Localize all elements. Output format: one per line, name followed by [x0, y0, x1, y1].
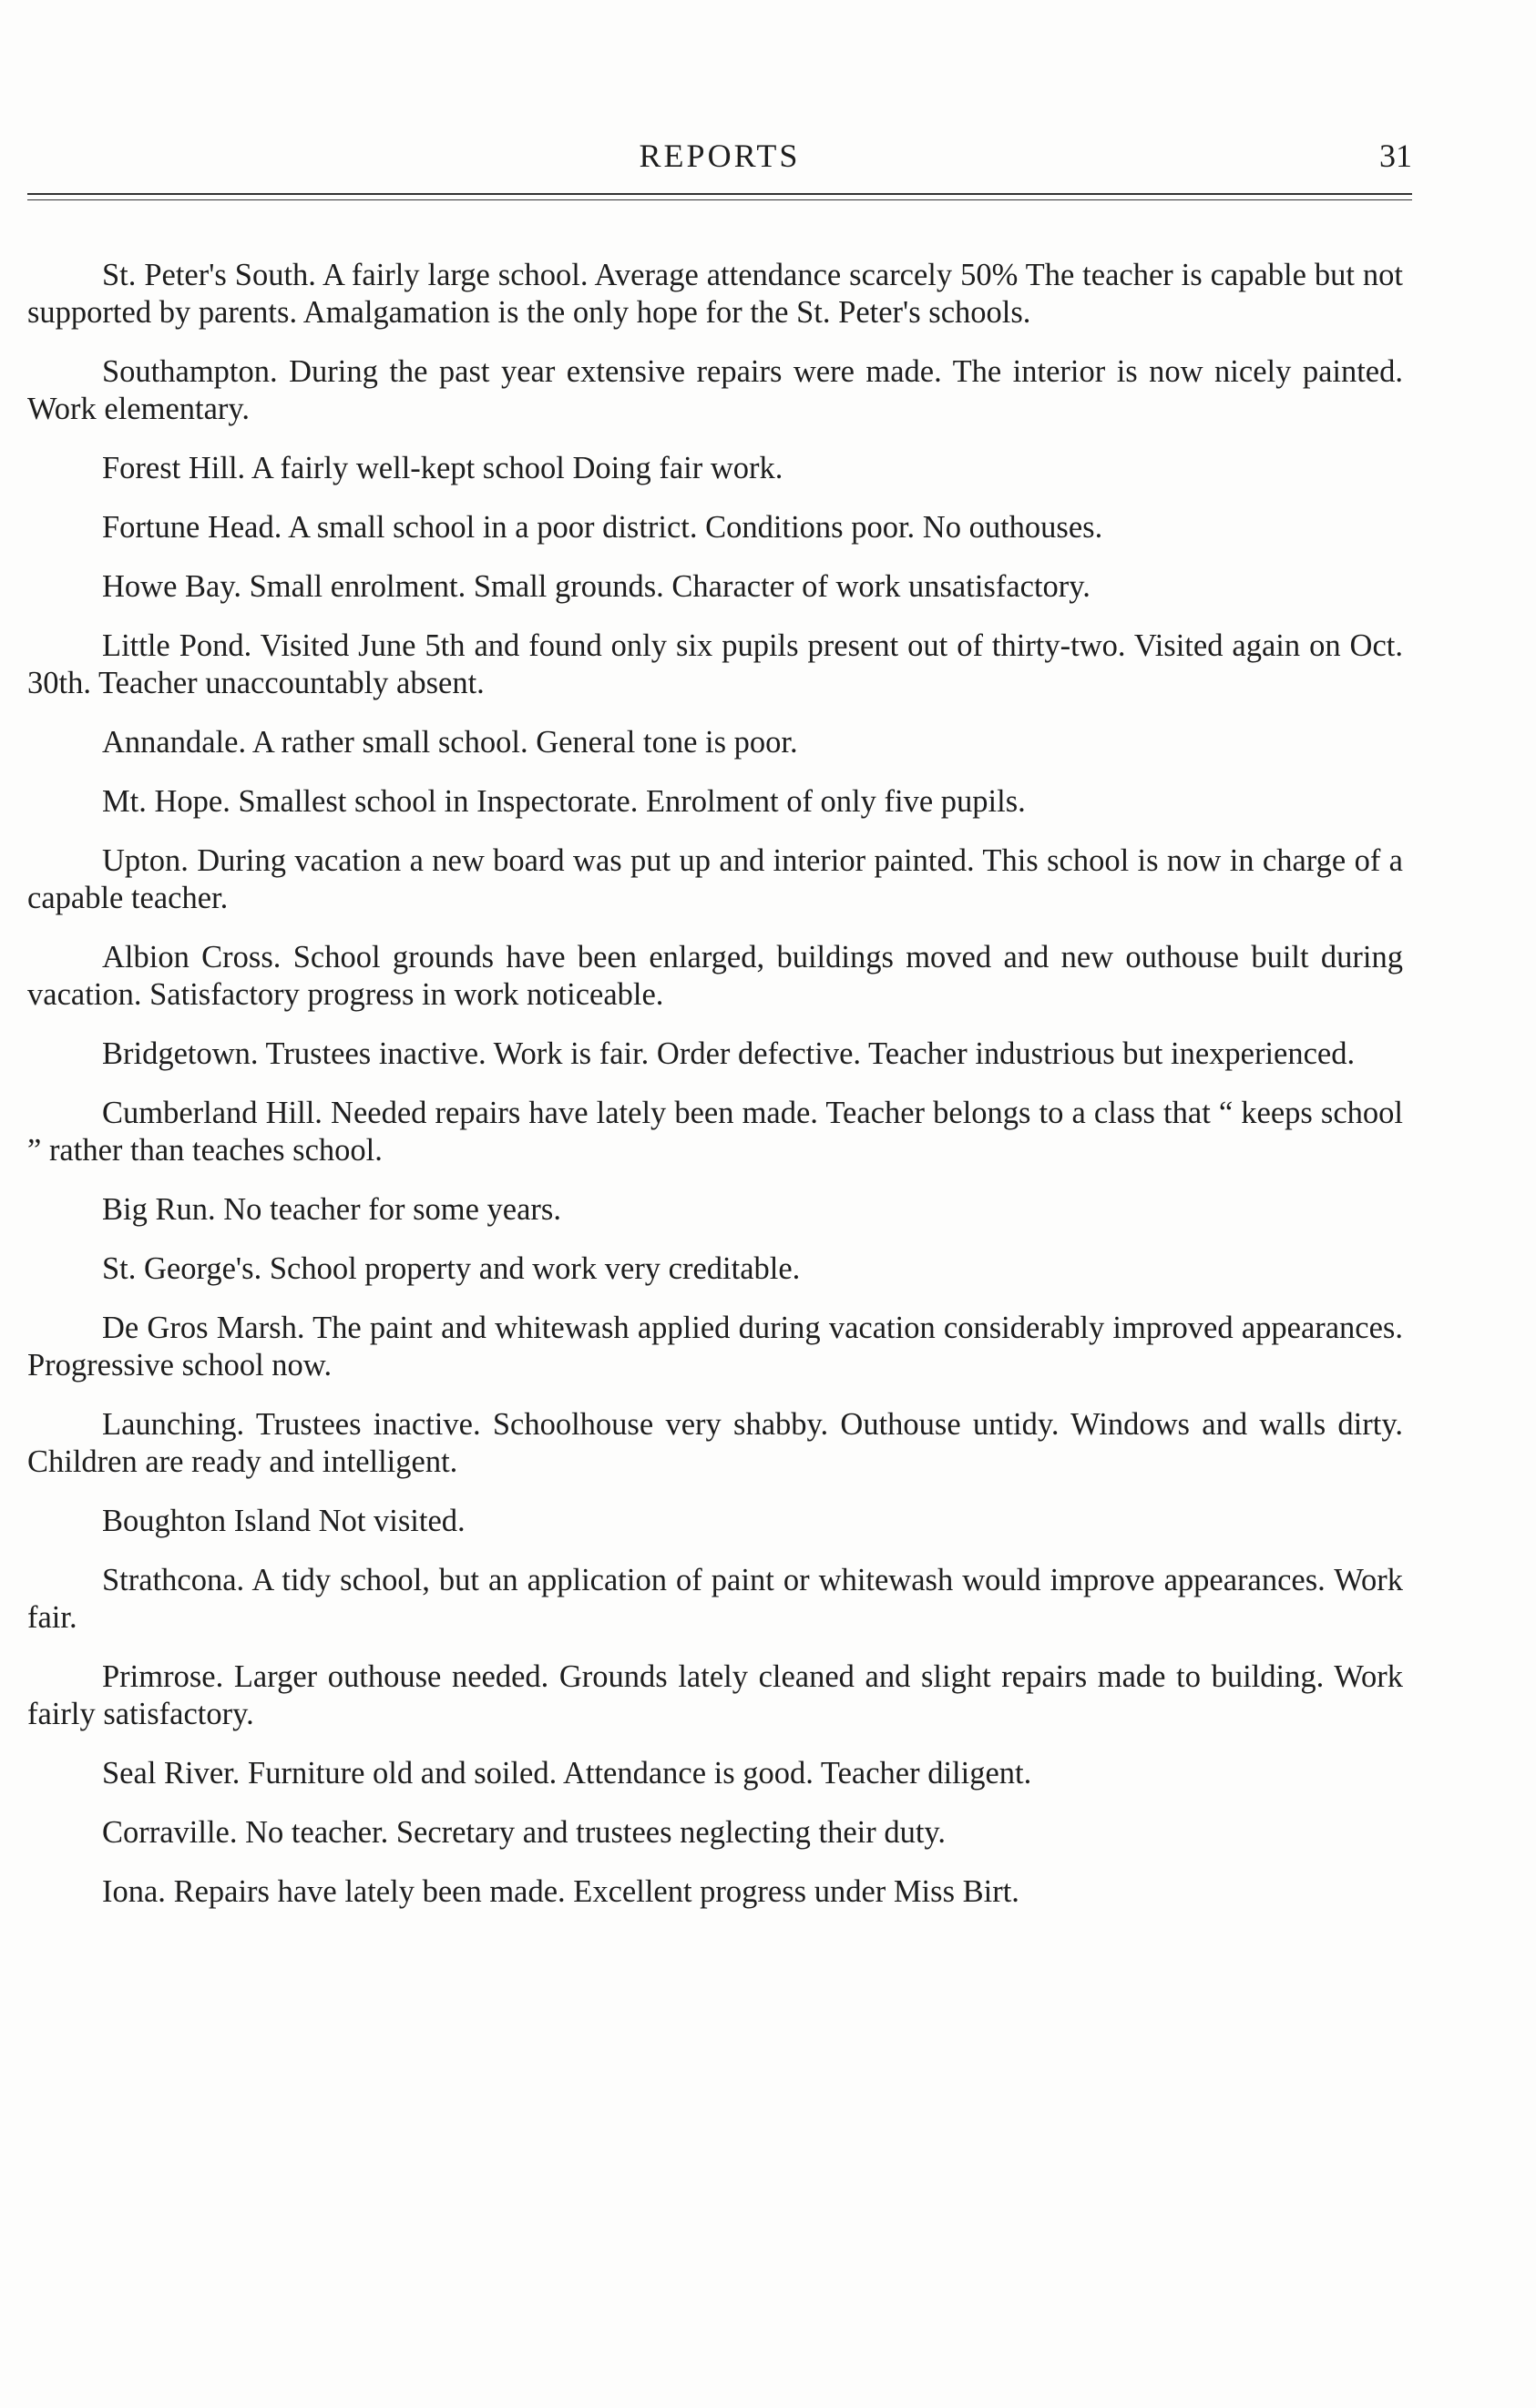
report-entry [27, 568, 1403, 606]
report-entry [27, 1658, 1403, 1733]
report-entry [27, 353, 1403, 428]
report-entry [27, 783, 1403, 821]
report-text: Trustees inactive. Work is fair. Order defective. Teacher industrious but inexperienced. [265, 1036, 1356, 1071]
report-text: No teacher for some years. [223, 1192, 561, 1227]
report-text: No teacher. Secretary and trustees neglecting their duty. [245, 1815, 947, 1850]
school-name: Forest Hill. [102, 451, 246, 485]
school-name: Cumberland Hill. [102, 1096, 323, 1130]
report-entry [27, 1814, 1403, 1852]
report-entry [27, 724, 1403, 761]
report-entries [27, 257, 1403, 1911]
running-title: REPORTS [639, 138, 801, 174]
header-rule [27, 193, 1412, 195]
report-entry [27, 450, 1403, 487]
report-entry [27, 1036, 1403, 1073]
report-text: Smallest school in Inspectorate. Enrolment of only five pupils. [238, 784, 1026, 819]
page-number: 31 [1379, 138, 1412, 174]
report-entry [27, 1562, 1403, 1637]
report-text: Trustees inactive. Schoolhouse very shabby. Outhouse untidy. Windows and walls dirty. Children are ready and intelligent. [27, 1407, 1403, 1479]
report-entry [27, 1250, 1403, 1288]
report-entry [27, 1310, 1403, 1384]
report-entry [27, 842, 1403, 917]
report-text: Small enrolment. Small grounds. Character of work unsatisfactory. [249, 569, 1091, 604]
school-name: Annandale. [102, 725, 247, 760]
report-text: A tidy school, but an application of paint or whitewash would improve appearances. Work fair. [27, 1563, 1404, 1635]
school-name: Launching. [102, 1407, 245, 1442]
report-entry [27, 257, 1403, 332]
school-name: Strathcona. [102, 1563, 245, 1597]
report-text: Repairs have lately been made. Excellent progress under Miss Birt. [173, 1874, 1019, 1909]
school-name: St. George's. [102, 1251, 262, 1286]
report-entry [27, 1755, 1403, 1792]
report-entry [27, 509, 1403, 546]
school-name: Upton. [102, 843, 189, 878]
school-name: Primrose. [102, 1659, 224, 1694]
school-name: Southampton. [102, 354, 278, 389]
school-name: Albion Cross. [102, 940, 282, 974]
school-name: Bridgetown. [102, 1036, 259, 1071]
school-name: Howe Bay. [102, 569, 241, 604]
report-text: A fairly well-kept school Doing fair work. [251, 451, 783, 485]
report-text: Needed repairs have lately been made. Teacher belongs to a class that “ keeps school ” rather than teaches school. [27, 1096, 1403, 1168]
school-name: Little Pond. [102, 628, 252, 663]
report-text: A fairly large school. Average attendance scarcely 50% The teacher is capable but not supported by parents. Amalgamation is the only hope for the St. Peter's schools. [27, 258, 1403, 330]
school-name: Big Run. [102, 1192, 216, 1227]
school-name: Corraville. [102, 1815, 238, 1850]
school-name: Iona. [102, 1874, 166, 1909]
report-text: A rather small school. General tone is poor. [251, 725, 798, 760]
report-text: Not visited. [318, 1504, 466, 1538]
school-name: Fortune Head. [102, 510, 282, 545]
page-header [27, 137, 1412, 182]
report-entry [27, 1095, 1403, 1169]
report-entry [27, 1406, 1403, 1481]
report-text: The paint and whitewash applied during vacation considerably improved appearances. Progressive school now. [27, 1311, 1403, 1383]
school-name: St. Peter's South. [102, 258, 316, 292]
header-rule-thin [27, 199, 1412, 200]
report-text: Furniture old and soiled. Attendance is good. Teacher diligent. [248, 1756, 1032, 1791]
report-text: Larger outhouse needed. Grounds lately cleaned and slight repairs made to building. Work fairly satisfactory. [27, 1659, 1403, 1731]
report-entry [27, 1503, 1403, 1540]
report-entry [27, 1873, 1403, 1911]
report-text: School grounds have been enlarged, buildings moved and new outhouse built during vacation. Satisfactory progress in work noticeable. [27, 940, 1404, 1012]
report-text: During the past year extensive repairs were made. The interior is now nicely painted. Work elementary. [27, 354, 1403, 426]
report-text: A small school in a poor district. Conditions poor. No outhouses. [288, 510, 1103, 545]
school-name: Mt. Hope. [102, 784, 230, 819]
school-name: Boughton Island [102, 1504, 312, 1538]
report-entry [27, 1191, 1403, 1229]
school-name: De Gros Marsh. [102, 1311, 305, 1345]
report-entry [27, 628, 1403, 702]
school-name: Seal River. [102, 1756, 241, 1791]
report-text: During vacation a new board was put up and interior painted. This school is now in charge of a capable teacher. [27, 843, 1403, 915]
report-entry [27, 939, 1403, 1014]
report-text: School property and work very creditable. [269, 1251, 801, 1286]
report-text: Visited June 5th and found only six pupils present out of thirty-two. Visited again on Oct. 30th. Teacher unaccountably absent. [27, 628, 1403, 700]
